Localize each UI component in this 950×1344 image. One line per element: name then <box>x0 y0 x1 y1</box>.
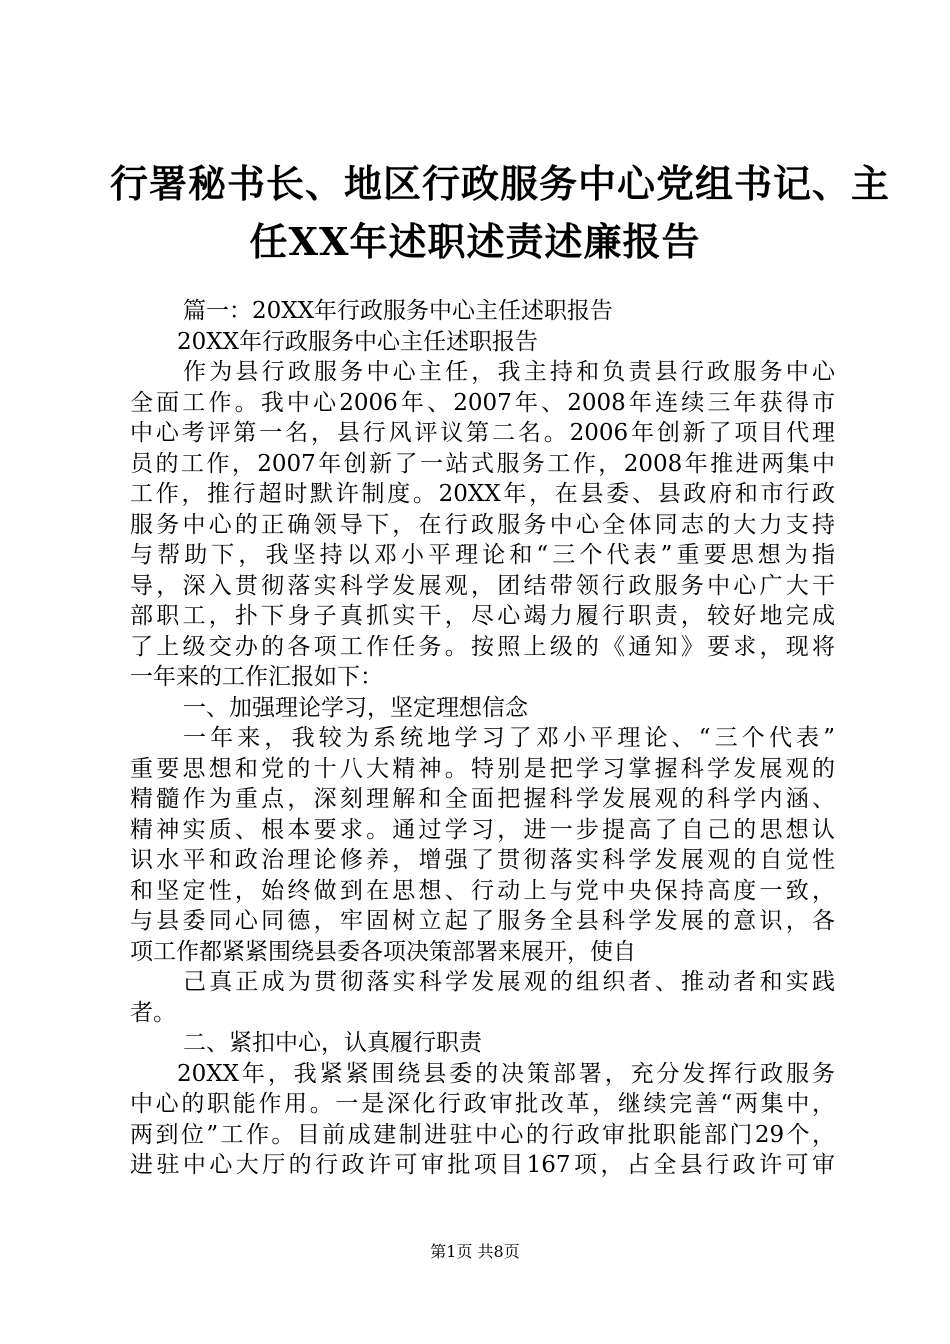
body-line: 部职工，扑下身子真抓实干，尽心竭力履行职责，较好地完成 <box>130 603 835 629</box>
document-title-line-2: 任XX年述职述责述廉报告 <box>249 219 701 264</box>
body-line: 员的工作，2007年创新了一站式服务工作，2008年推进两集中 <box>130 450 835 477</box>
body-line: 精神实质、根本要求。通过学习，进一步提高了自己的思想认 <box>130 816 835 843</box>
body-line: 进驻中心大厅的行政许可审批项目167项，占全县行政许可审 <box>130 1152 835 1178</box>
body-line: 全面工作。我中心2006年、2007年、2008年连续三年获得市 <box>130 389 835 416</box>
body-line: 中心的职能作用。一是深化行政审批改革，继续完善“两集中， <box>130 1091 835 1117</box>
body-line: 导，深入贯彻落实科学发展观，团结带领行政服务中心广大干 <box>130 572 835 599</box>
body-line: 一年来，我较为系统地学习了邓小平理论、“三个代表” <box>183 725 835 751</box>
section-heading: 一、加强理论学习，坚定理想信念 <box>183 694 528 721</box>
body-line: 了上级交办的各项工作任务。按照上级的《通知》要求，现将 <box>130 633 835 660</box>
body-line: 与帮助下，我坚持以邓小平理论和“三个代表”重要思想为指 <box>130 542 835 568</box>
body-line: 中心考评第一名，县行风评议第二名。2006年创新了项目代理 <box>130 420 835 446</box>
body-line: 服务中心的正确领导下，在行政服务中心全体同志的大力支持 <box>130 511 835 538</box>
body-line: 20XX年行政服务中心主任述职报告 <box>177 328 539 355</box>
section-heading: 二、紧扣中心，认真履行职责 <box>183 1030 482 1056</box>
document-title-line-1: 行署秘书长、地区行政服务中心党组书记、主 <box>110 161 891 206</box>
body-line: 20XX年，我紧紧围绕县委的决策部署，充分发挥行政服务 <box>177 1060 835 1087</box>
body-line: 和坚定性，始终做到在思想、行动上与党中央保持高度一致， <box>130 877 835 904</box>
body-line: 两到位”工作。目前成建制进驻中心的行政审批职能部门29个， <box>130 1121 835 1148</box>
body-line: 工作，推行超时默许制度。20XX年，在县委、县政府和市行政 <box>130 481 835 507</box>
body-line: 项工作都紧紧围绕县委各项决策部署来展开，使自 <box>130 938 636 965</box>
document-body <box>130 296 835 1181</box>
page-footer: 第1页 共8页 <box>430 1242 520 1261</box>
body-line: 己真正成为贯彻落实科学发展观的组织者、推动者和实践 <box>183 969 835 995</box>
body-line: 者。 <box>130 999 176 1026</box>
body-line: 一年来的工作汇报如下： <box>130 664 383 690</box>
body-line: 精髓作为重点，深刻理解和全面把握科学发展观的科学内涵、 <box>130 786 835 812</box>
body-line: 篇一：20XX年行政服务中心主任述职报告 <box>183 298 614 324</box>
body-line: 重要思想和党的十八大精神。特别是把学习掌握科学发展观的 <box>130 755 835 782</box>
body-line: 作为县行政服务中心主任，我主持和负责县行政服务中心 <box>183 359 835 385</box>
body-line: 与县委同心同德，牢固树立起了服务全县科学发展的意识，各 <box>130 908 835 934</box>
body-line: 识水平和政治理论修养，增强了贯彻落实科学发展观的自觉性 <box>130 847 835 873</box>
